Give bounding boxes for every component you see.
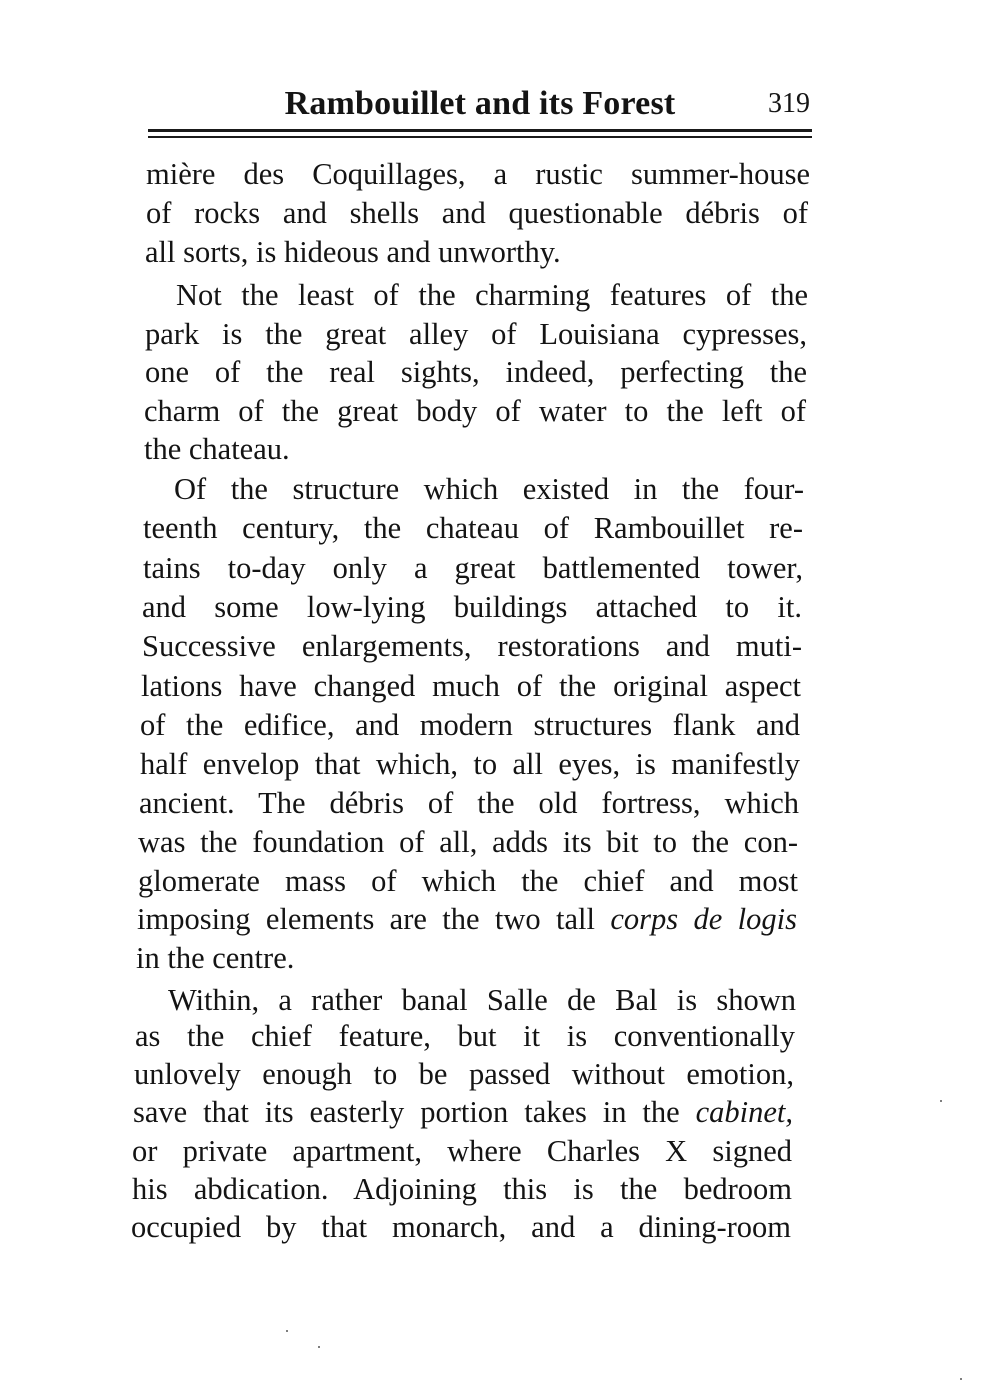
text-line: mière des Coquillages, a rustic summer-house <box>146 157 810 191</box>
scan-speck <box>960 1378 962 1380</box>
scan-speck <box>286 1330 288 1332</box>
header-rule-thin <box>148 136 812 138</box>
text-line: Successive enlargements, restorations and muti- <box>142 629 802 663</box>
italic-phrase: corps de logis <box>610 902 797 936</box>
scan-speck <box>940 1100 942 1102</box>
text-line: as the chief feature, but it is conventionally <box>135 1019 795 1053</box>
text-line: unlovely enough to be passed without emotion, <box>134 1057 794 1091</box>
text-line: was the foundation of all, adds its bit to the con- <box>138 825 798 859</box>
italic-word: cabinet, <box>695 1095 793 1129</box>
text-line: of the edifice, and modern structures flank and <box>140 708 800 742</box>
text-line <box>137 900 797 938</box>
text-line: ancient. The débris of the old fortress, which <box>139 786 799 820</box>
text-line: the chateau. <box>144 432 290 466</box>
text-line: in the centre. <box>136 941 295 975</box>
header-rule-thick <box>148 129 812 132</box>
text-line: half envelop that which, to all eyes, is manifestly <box>140 747 800 781</box>
text-line: park is the great alley of Louisiana cypresses, <box>145 317 807 351</box>
page-number: 319 <box>768 88 810 119</box>
text-line: Not the least of the charming features of the <box>176 278 808 312</box>
running-title: Rambouillet and its Forest <box>284 85 676 122</box>
text-line: Within, a rather banal Salle de Bal is shown <box>168 983 796 1017</box>
text-line: all sorts, is hideous and unworthy. <box>145 235 561 269</box>
text-line: of rocks and shells and questionable débris of <box>146 196 808 230</box>
line-text: imposing elements are the two tall <box>137 902 611 936</box>
page-header <box>148 84 812 128</box>
text-line: one of the real sights, indeed, perfecting the <box>145 355 807 389</box>
text-line: occupied by that monarch, and a dining-room <box>131 1210 791 1244</box>
text-line: teenth century, the chateau of Rambouillet re- <box>143 511 803 545</box>
line-text: save that its easterly portion takes in the <box>133 1095 696 1129</box>
scan-speck <box>318 1346 320 1348</box>
text-line: or private apartment, where Charles X signed <box>132 1134 792 1168</box>
text-line: glomerate mass of which the chief and most <box>138 864 798 898</box>
text-line: and some low-lying buildings attached to it. <box>142 590 802 624</box>
text-line: his abdication. Adjoining this is the bedroom <box>132 1172 792 1206</box>
text-line: charm of the great body of water to the left of <box>144 394 806 428</box>
text-line: tains to-day only a great battlemented tower, <box>143 551 803 585</box>
text-line <box>133 1093 793 1131</box>
text-line: Of the structure which existed in the four- <box>174 472 804 506</box>
text-line: lations have changed much of the original aspect <box>141 669 801 703</box>
